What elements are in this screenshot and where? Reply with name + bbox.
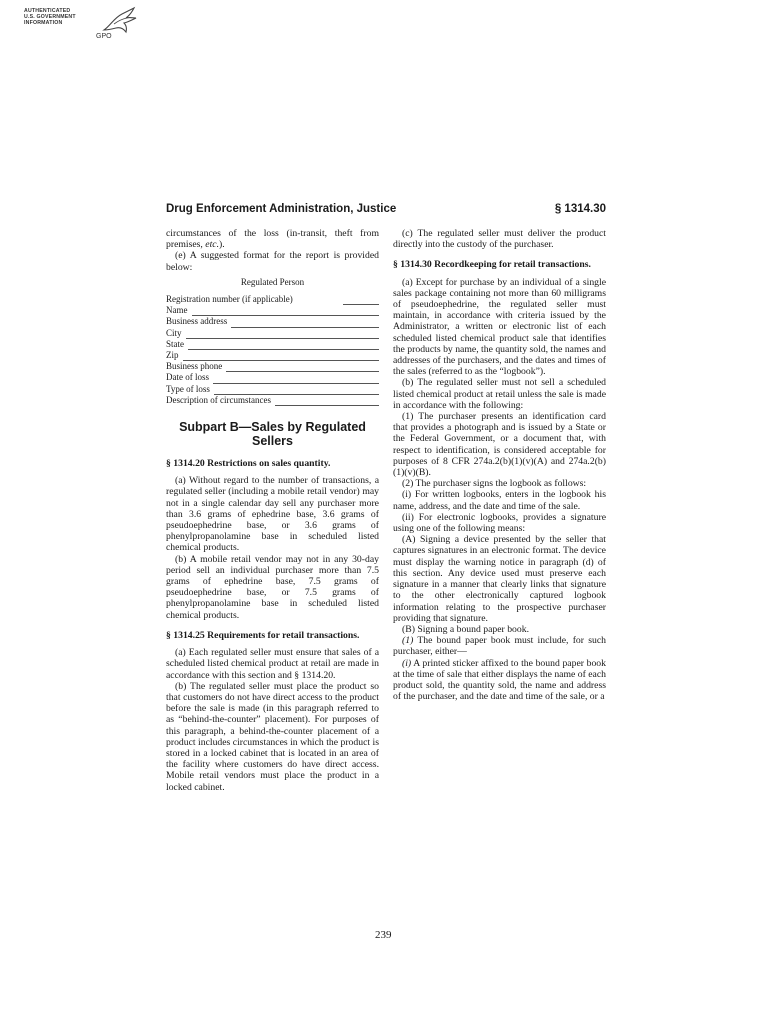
form-row	[166, 328, 379, 339]
form-label: Name	[166, 305, 188, 316]
paragraph: (a) Except for purchase by an individual of a single sales package containing not more than 60 milligrams of pseudoephedrine, the regulated seller must maintain, in accordance with criteria issued by the Administrator, a written or electronic list of each scheduled listed chemical product sale that identifies the products by name, the quantity sold, the names and addresses of the purchasers, and the dates and times of the sales (referred to as the “logbook”).	[393, 276, 606, 378]
form-label: Business phone	[166, 361, 223, 372]
paragraph: (e) A suggested format for the report is provided below:	[166, 250, 379, 273]
form-label: Type of loss	[166, 383, 210, 394]
paragraph-emphasis: etc.	[205, 239, 219, 251]
paragraph: (b) The regulated seller must not sell a scheduled listed chemical product at retail unless the sale is made in accordance with the following:	[393, 377, 606, 411]
paragraph: (i) For written logbooks, enters in the logbook his name, address, and the date and time of the sale.	[393, 489, 606, 512]
form-row	[166, 384, 379, 395]
paragraph: (a) Each regulated seller must ensure that sales of a scheduled listed chemical product at retail are made in accordance with this section and § 1314.20.	[166, 647, 379, 681]
form-label: Description of circumstances	[166, 394, 271, 405]
form-row	[166, 350, 379, 361]
form-row	[166, 316, 379, 327]
agency-title: Drug Enforcement Administration, Justice	[166, 203, 397, 215]
paragraph-text: circumstances of the loss (in-transit, theft from premises,	[166, 228, 379, 251]
paragraph: (B) Signing a bound paper book.	[402, 623, 529, 635]
seal-line: U.S. GOVERNMENT	[24, 14, 76, 20]
paragraph	[393, 658, 606, 703]
form-label: City	[166, 327, 182, 338]
section-heading: § 1314.20 Restrictions on sales quantity.	[166, 458, 331, 470]
subpart-heading-line: Subpart B—Sales by Regulated	[179, 420, 366, 435]
eagle-icon	[100, 6, 140, 36]
paragraph	[166, 228, 379, 250]
section-heading: § 1314.25 Requirements for retail transactions.	[166, 629, 360, 641]
form-line	[213, 375, 379, 384]
report-form	[166, 294, 379, 406]
paragraph-emphasis: (1)	[402, 635, 414, 647]
section-heading: § 1314.30 Recordkeeping for retail transactions.	[393, 259, 591, 271]
gpo-authentication-seal	[22, 6, 142, 46]
form-line	[188, 341, 379, 350]
form-line	[231, 319, 379, 328]
form-line	[226, 363, 379, 372]
form-row	[166, 305, 379, 316]
paragraph: (ii) For electronic logbooks, provides a signature using one of the following means:	[393, 511, 606, 535]
paragraph: (c) The regulated seller must deliver the product directly into the custody of the purchaser.	[393, 228, 606, 251]
paragraph-text: A printed sticker affixed to the bound paper book at the time of sale that either displays the name of each product sold, the quantity sold, the name and address of the purchaser, and the date and time of the sale, or a	[393, 657, 606, 703]
form-label: Business address	[166, 316, 228, 327]
paragraph-text: ).	[219, 239, 225, 251]
form-title: Regulated Person	[240, 276, 305, 287]
form-label: State	[166, 338, 184, 349]
paragraph: (b) A mobile retail vendor may not in any 30-day period sell an individual purchaser more than 7.5 grams of ephedrine base, 7.5 grams of pseudoephedrine base, or 7.5 grams of phenylpropanolamine base in scheduled listed chemical products.	[166, 553, 379, 621]
form-line	[275, 397, 379, 406]
form-label: Registration number (if applicable)	[166, 294, 293, 305]
paragraph: (b) The regulated seller must place the product so that customers do not have direct access to the product before the sale is made (in this paragraph referred to as “behind-the-counter” placement). For purposes of this paragraph, a behind-the-counter placement of a product includes circumstances in which the product is stored in a locked cabinet that is located in an area of the facility where customers do have direct access. Mobile retail vendors must place the product in a locked cabinet.	[166, 680, 379, 793]
form-row	[166, 361, 379, 372]
seal-text	[24, 8, 76, 26]
paragraph	[393, 635, 606, 657]
form-label: Zip	[166, 350, 179, 361]
paragraph-emphasis: (i)	[402, 657, 412, 669]
section-number: § 1314.30	[554, 203, 606, 215]
form-row	[166, 372, 379, 383]
paragraph: (2) The purchaser signs the logbook as follows:	[402, 478, 587, 490]
running-head	[166, 203, 606, 219]
seal-line: AUTHENTICATED	[24, 8, 71, 14]
form-line	[343, 296, 379, 305]
page-number: 239	[375, 929, 392, 941]
paragraph-text: The bound paper book must include, for such purchaser, either—	[393, 635, 606, 658]
form-row	[166, 339, 379, 350]
form-line	[183, 352, 380, 361]
form-row	[166, 395, 379, 406]
paragraph: (1) The purchaser presents an identification card that provides a photograph and is issued by a State or the Federal Government, or a document that, with respect to identification, is considered acceptable for purposes of 8 CFR 274a.2(b)(1)(v)(A) and 274a.2(b)(1)(v)(B).	[393, 411, 606, 479]
seal-line: INFORMATION	[24, 20, 63, 26]
paragraph: (a) Without regard to the number of transactions, a regulated seller (including a mobile retail vendor) may not in a single calendar day sell any purchaser more than 3.6 grams of ephedrine base, 3.6 grams of pseudoephedrine base, or 3.6 grams of phenylpropanolamine base in scheduled listed chemical products.	[166, 475, 379, 554]
form-row	[166, 294, 379, 305]
form-label: Date of loss	[166, 372, 209, 383]
subpart-heading-line: Sellers	[251, 434, 293, 449]
form-line	[214, 386, 379, 395]
form-line	[192, 307, 380, 316]
paragraph: (A) Signing a device presented by the seller that captures signatures in an electronic format. The device must display the warning notice in paragraph (d) of this section. Any device used must preserve each signature in a manner that clearly links that signature to the other electronically captured logbook information relating to the prospective purchaser providing that signature.	[393, 534, 606, 624]
left-column	[166, 228, 379, 793]
seal-gpo-label: GPO	[96, 33, 112, 40]
subpart-heading	[166, 420, 379, 448]
right-column	[393, 228, 606, 702]
form-line	[186, 330, 379, 339]
